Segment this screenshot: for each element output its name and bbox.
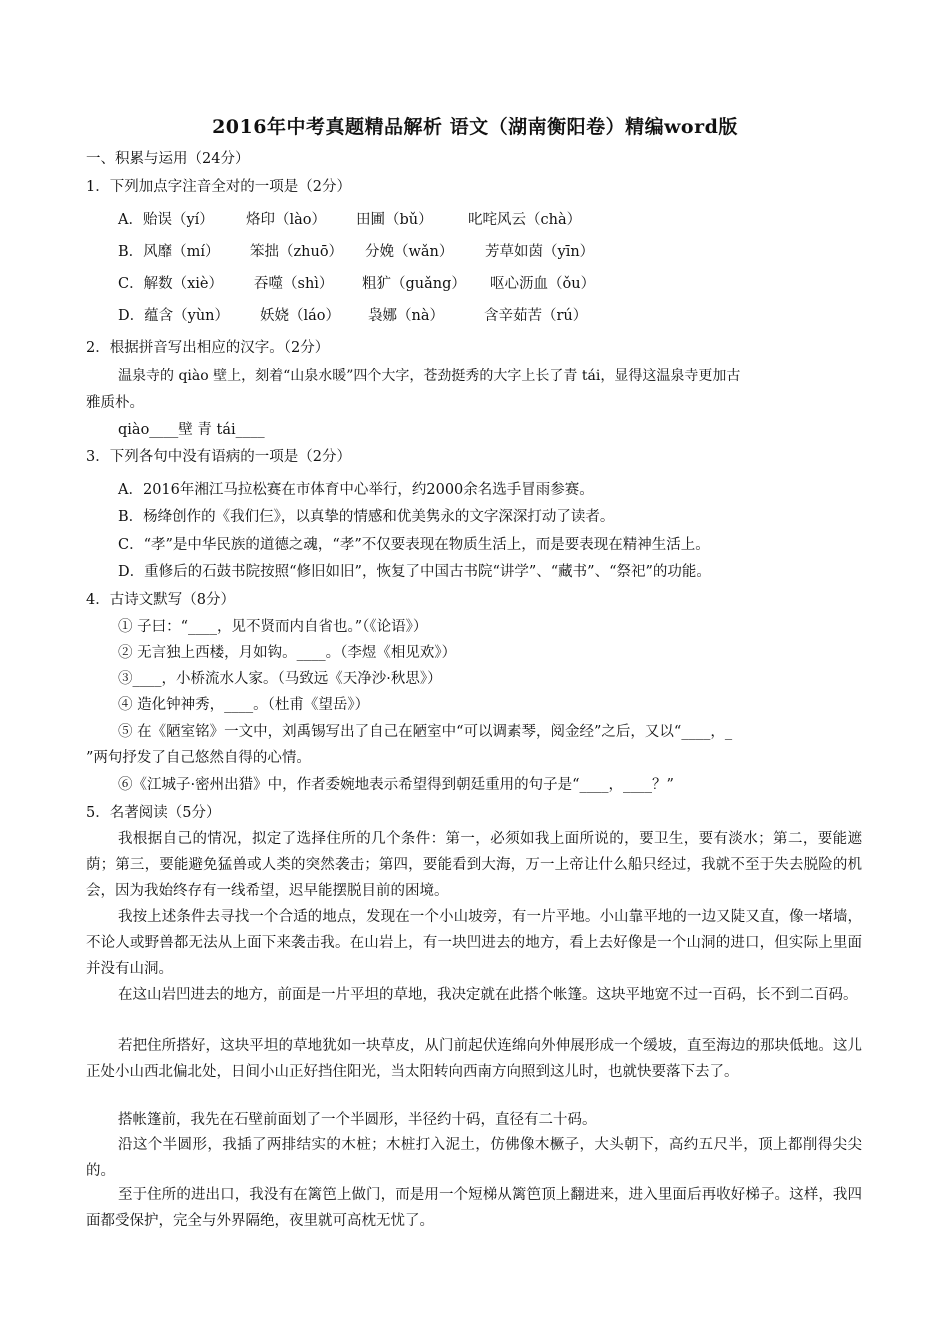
question-4-item-2: ② 无言独上西楼，月如钩。____。（李煜《相见欢》） <box>118 645 457 661</box>
reading-paragraph-5: 搭帐篷前，我先在石壁前面划了一个半圆形，半径约十码，直径有二十码。 <box>118 1112 597 1128</box>
question-2-passage-cont: 雅质朴。 <box>86 395 144 411</box>
question-3-option-d: D．重修后的石鼓书院按照“修旧如旧”，恢复了中国古书院“讲学”、“藏书”、“祭祀”的功能。 <box>118 564 711 580</box>
reading-paragraph-4: 若把住所搭好，这块平坦的草地犹如一块草皮，从门前起伏连绵向外伸展形成一个缓坡，直至海边的那块低地。这儿正处小山西北偏北处，日间小山正好挡住阳光，当太阳转向西南方向照到这儿时，也就快要落下去了。 <box>86 1038 862 1080</box>
question-4-item-1: ① 子曰：“____，见不贤而内自省也。”（《论语》） <box>118 619 428 635</box>
question-3-option-a: A．2016年湘江马拉松赛在市体育中心举行，约2000余名选手冒雨参赛。 <box>118 482 594 498</box>
question-4-item-3: ③____，小桥流水人家。（马致远《天净沙·秋思》） <box>118 671 442 687</box>
question-3-option-c: C．“孝”是中华民族的道德之魂，“孝”不仅要表现在物质生活上，而是要表现在精神生活上。 <box>118 537 710 553</box>
question-4-stem: 4．古诗文默写（8分） <box>86 592 235 608</box>
reading-paragraph-1: 我根据自己的情况，拟定了选择住所的几个条件：第一，必须如我上面所说的，要卫生，要有淡水；第二，要能遮荫；第三，要能避免猛兽或人类的突然袭击；第四，要能看到大海，万一上帝让什么船只经过，我就不至于失去脱险的机会，因为我始终存有一线希望，迟早能摆脱目前的困境。 <box>86 831 862 899</box>
question-2-stem: 2．根据拼音写出相应的汉字。（2分） <box>86 340 330 356</box>
question-5-stem: 5．名著阅读（5分） <box>86 805 221 821</box>
question-1-stem: 1．下列加点字注音全对的一项是（2分） <box>86 179 351 195</box>
section-heading: 一、积累与运用（24分） <box>86 151 250 167</box>
question-1-option-d: D．蕴含（yùn） 妖娆（láo） 袅娜（nà） 含辛茹苦（rú） <box>118 308 588 324</box>
reading-paragraph-7: 至于住所的进出口，我没有在篱笆上做门，而是用一个短梯从篱笆顶上翻进来，进入里面后再收好梯子。这样，我四面都受保护，完全与外界隔绝，夜里就可高枕无忧了。 <box>86 1187 862 1229</box>
question-1-option-c: C．解数（xiè） 吞噬（shì） 粗犷（guǎng） 呕心沥血（ǒu） <box>118 276 596 292</box>
page-title: 2016年中考真题精品解析 语文（湖南衡阳卷）精编word版 <box>212 116 738 138</box>
question-3-option-b: B．杨绛创作的《我们仨》，以真挚的情感和优美隽永的文字深深打动了读者。 <box>118 509 615 525</box>
question-3-stem: 3．下列各句中没有语病的一项是（2分） <box>86 449 351 465</box>
reading-paragraph-3: 在这山岩凹进去的地方，前面是一片平坦的草地，我决定就在此搭个帐篷。这块平地宽不过一百码，长不到二百码。 <box>118 987 858 1003</box>
question-4-item-5: ⑤ 在《陋室铭》一文中，刘禹锡写出了自己在陋室中“可以调素琴，阅金经”之后，又以“____，_ <box>118 724 733 740</box>
question-2-passage: 温泉寺的 qiào 壁上，刻着“山泉水暖”四个大字，苍劲挺秀的大字上长了青 tái，显得这温泉寺更加古 <box>118 368 741 384</box>
question-4-item-4: ④ 造化钟神秀，____。（杜甫《望岳》） <box>118 697 370 713</box>
question-1-option-b: B．风靡（mí） 笨拙（zhuō） 分娩（wǎn） 芳草如茵（yīn） <box>118 244 595 260</box>
question-1-option-a: A．贻误（yí） 烙印（lào） 田圃（bǔ） 叱咤风云（chà） <box>118 212 582 228</box>
reading-paragraph-6: 沿这个半圆形，我插了两排结实的木桩；木桩打入泥土，仿佛像木橛子，大头朝下，高约五尺半，顶上都削得尖尖的。 <box>86 1137 862 1179</box>
reading-paragraph-2: 我按上述条件去寻找一个合适的地点，发现在一个小山坡旁，有一片平地。小山靠平地的一边又陡又直，像一堵墙，不论人或野兽都无法从上面下来袭击我。在山岩上，有一块凹进去的地方，看上去好像是一个山洞的进口，但实际上里面并没有山洞。 <box>86 909 862 977</box>
question-4-item-5-cont: ”两句抒发了自己悠然自得的心情。 <box>86 750 311 766</box>
question-4-item-6: ⑥《江城子·密州出猎》中，作者委婉地表示希望得到朝廷重用的句子是“____，____？” <box>118 777 674 793</box>
question-2-answer-blanks: qiào____壁 青 tái____ <box>118 422 265 438</box>
